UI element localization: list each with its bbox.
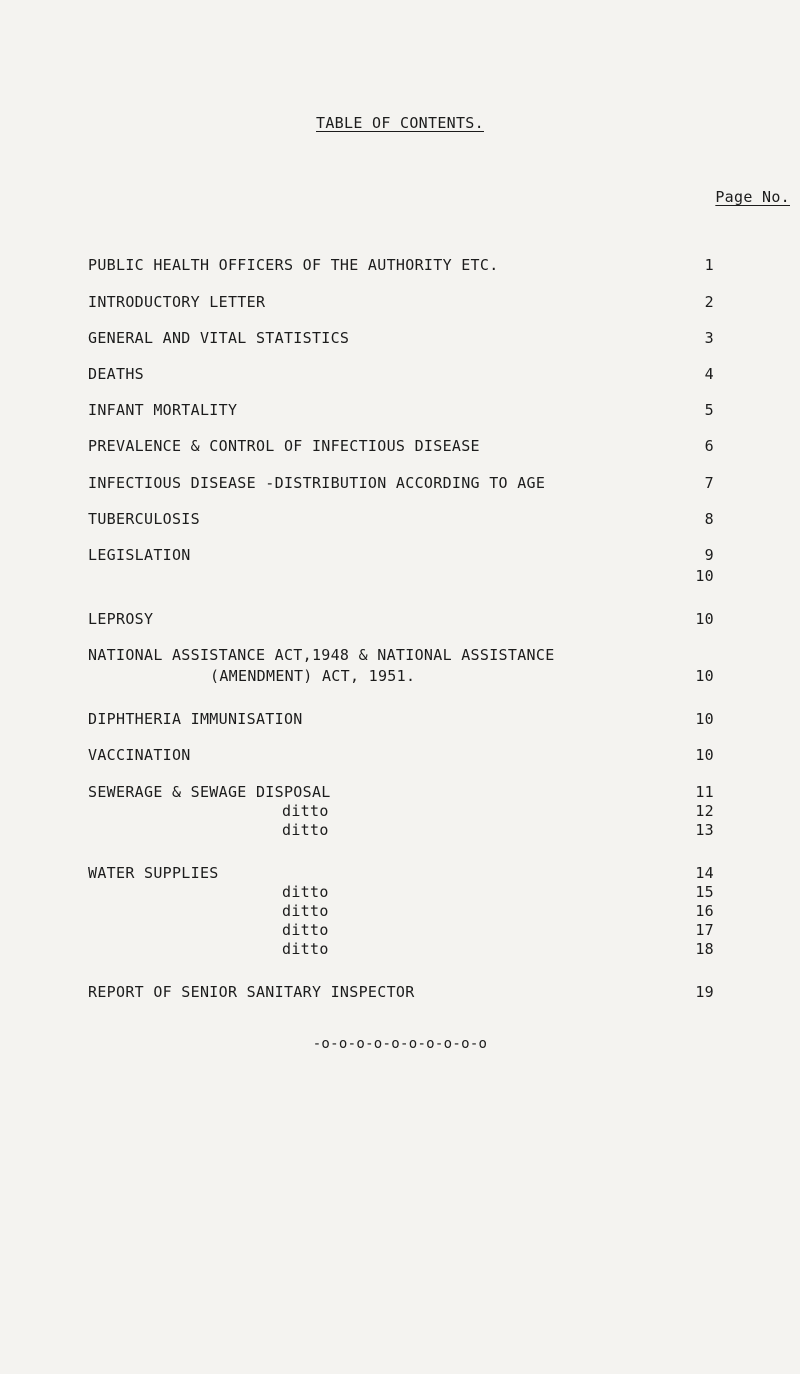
toc-entry-label: ditto xyxy=(282,883,329,901)
toc-entry-label: TUBERCULOSIS xyxy=(88,510,200,528)
toc-entry-page: 7 xyxy=(704,474,714,492)
toc-entry xyxy=(88,256,714,276)
toc-entry-label: PUBLIC HEALTH OFFICERS OF THE AUTHORITY ETC. xyxy=(88,256,499,274)
toc-entry xyxy=(88,802,714,822)
toc-entry-page: 12 xyxy=(695,802,714,820)
toc-entry-label: GENERAL AND VITAL STATISTICS xyxy=(88,329,350,347)
toc-entry-page: 19 xyxy=(695,983,714,1001)
decorative-footer-rule: -o-o-o-o-o-o-o-o-o-o xyxy=(312,1036,488,1052)
toc-entry xyxy=(88,293,714,313)
toc-entry xyxy=(88,401,714,421)
toc-entry-label: REPORT OF SENIOR SANITARY INSPECTOR xyxy=(88,983,415,1001)
toc-entry-label: WATER SUPPLIES xyxy=(88,864,219,882)
toc-entry-page: 3 xyxy=(704,329,714,347)
page-title xyxy=(0,114,800,132)
toc-entry-label: INTRODUCTORY LETTER xyxy=(88,293,266,311)
toc-entry-label: ditto xyxy=(282,902,329,920)
toc-entry xyxy=(88,365,714,385)
toc-entry-page: 14 xyxy=(695,864,714,882)
toc-entry-page: 16 xyxy=(695,902,714,920)
toc-entry-label: LEGISLATION xyxy=(88,546,191,564)
toc-entry-label: ditto xyxy=(282,921,329,939)
toc-entry xyxy=(88,667,714,687)
toc-entry xyxy=(88,940,714,960)
toc-entry-page: 1 xyxy=(704,256,714,274)
toc-entry xyxy=(88,510,714,530)
toc-entry xyxy=(88,437,714,457)
toc-entry-page: 10 xyxy=(695,610,714,628)
toc-entry-page: 2 xyxy=(704,293,714,311)
toc-entry-page: 6 xyxy=(704,437,714,455)
toc-entry xyxy=(88,921,714,941)
toc-entry-label: VACCINATION xyxy=(88,746,191,764)
toc-entry xyxy=(88,864,714,884)
toc-entry-page: 9 xyxy=(704,546,714,564)
toc-entry xyxy=(88,567,714,587)
toc-entry-page: 18 xyxy=(695,940,714,958)
toc-entry xyxy=(88,329,714,349)
toc-entry-page: 10 xyxy=(695,746,714,764)
toc-entry xyxy=(88,883,714,903)
toc-entry-label: PREVALENCE & CONTROL OF INFECTIOUS DISEASE xyxy=(88,437,480,455)
toc-entry xyxy=(88,710,714,730)
toc-entry xyxy=(88,983,714,1003)
toc-entry xyxy=(88,783,714,803)
toc-entry-page: 4 xyxy=(704,365,714,383)
toc-entry-label: NATIONAL ASSISTANCE ACT,1948 & NATIONAL ASSISTANCE xyxy=(88,646,555,664)
toc-entry xyxy=(88,610,714,630)
toc-entry-page: 17 xyxy=(695,921,714,939)
toc-entry-page: 11 xyxy=(695,783,714,801)
toc-entry-page: 5 xyxy=(704,401,714,419)
toc-entry xyxy=(88,474,714,494)
toc-entry-page: 10 xyxy=(695,667,714,685)
toc-entry-page: 10 xyxy=(695,710,714,728)
toc-entry-page: 10 xyxy=(695,567,714,585)
toc-entry-label: ditto xyxy=(282,940,329,958)
toc-entry-label: INFANT MORTALITY xyxy=(88,401,238,419)
toc-entry xyxy=(88,646,714,666)
toc-entry-label: INFECTIOUS DISEASE -DISTRIBUTION ACCORDING TO AGE xyxy=(88,474,546,492)
toc-entry-page: 8 xyxy=(704,510,714,528)
toc-entry xyxy=(88,546,714,566)
toc-entry xyxy=(88,902,714,922)
toc-entry-label: DEATHS xyxy=(88,365,144,383)
toc-entry-label: ditto xyxy=(282,821,329,839)
toc-entry-label: DIPHTHERIA IMMUNISATION xyxy=(88,710,303,728)
page-number-column-header: Page No. xyxy=(715,188,790,206)
toc-entry xyxy=(88,746,714,766)
toc-entry-label: ditto xyxy=(282,802,329,820)
page-title-text: TABLE OF CONTENTS. xyxy=(316,114,484,132)
toc-entry-label: LEPROSY xyxy=(88,610,154,628)
toc-entry-page: 13 xyxy=(695,821,714,839)
toc-entry-label: SEWERAGE & SEWAGE DISPOSAL xyxy=(88,783,331,801)
toc-entry-label: (AMENDMENT) ACT, 1951. xyxy=(210,667,416,685)
toc-entry-page: 15 xyxy=(695,883,714,901)
toc-entry xyxy=(88,821,714,841)
